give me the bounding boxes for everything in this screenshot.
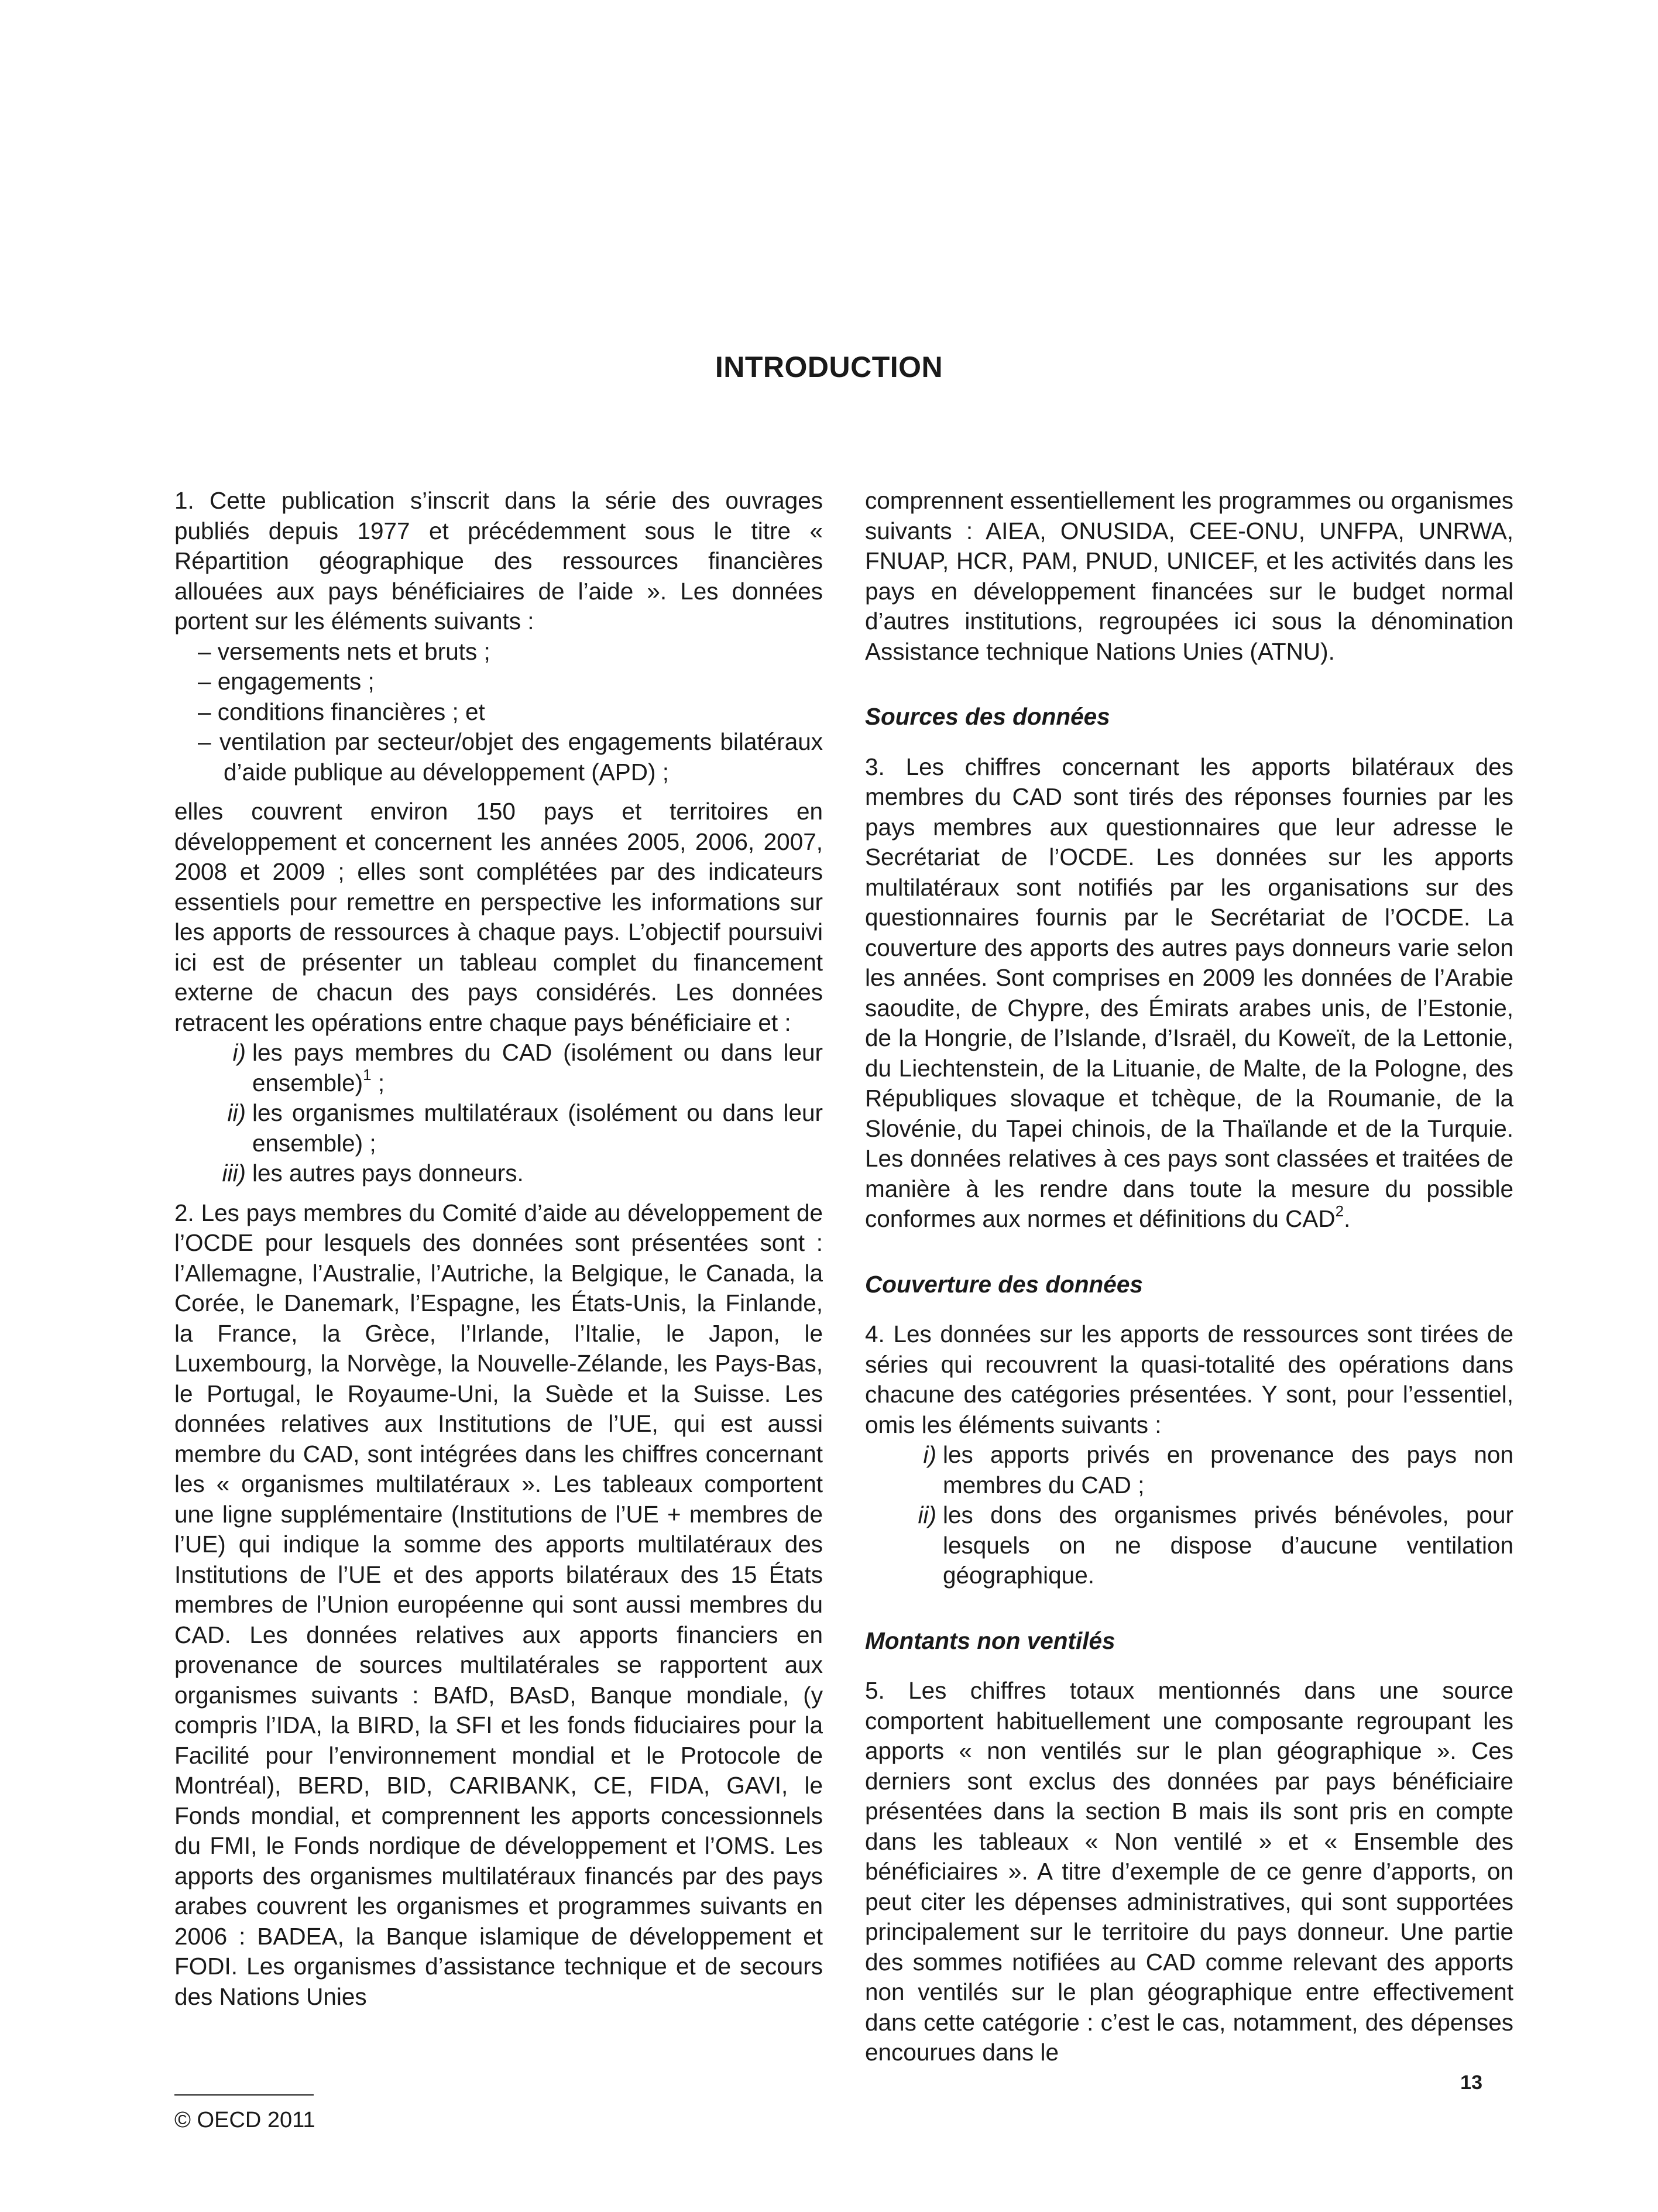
bullet-item: – ventilation par secteur/objet des engagements bilatéraux d’aide publique au développement (APD) ;	[198, 728, 823, 786]
footer-rule	[174, 2094, 314, 2096]
section-heading-montants: Montants non ventilés	[865, 1627, 1115, 1654]
paragraph-4: 4. Les données sur les apports de ressources sont tirées de séries qui recouvrent la quasi-totalité des opérations dans chacune des catégories présentées. Y sont, pour l’essentiel, omis les éléments suivants :	[865, 1321, 1513, 1438]
roman-label: i)	[232, 1039, 246, 1066]
roman-list-item: ii) les organismes multilatéraux (isolément ou dans leur ensemble) ;	[174, 1098, 823, 1158]
roman-label: i)	[923, 1441, 936, 1468]
paragraph-3: 3. Les chiffres concernant les apports bilatéraux des membres du CAD sont tirés des réponses fournies par les pays membres aux questionnaires que leur adresse le Secrétariat de l’OCDE. Les données sur les apports multilatéraux sont notifiés par les organisations sur des questionnaires fournis par le Secrétariat de l’OCDE. La couverture des apports des autres pays donneurs varie selon les années. Sont comprises en 2009 les données de l’Arabie saoudite, de Chypre, des Émirats arabes unis, de l’Estonie, de la Hongrie, de l’Islande, d’Israël, du Koweït, de la Lettonie, du Liechtenstein, de la Lituanie, de Malte, de la Pologne, des Républiques slovaque et tchèque, de la Roumanie, de la Slovénie, du Tapei chinois, de la Thaïlande et de la Turquie. Les données relatives à ces pays sont classées et traitées de manière à les rendre dans toute la mesure du possible conformes aux normes et définitions du CAD$^2$.	[865, 753, 1513, 1232]
paragraph-1: 1. Cette publication s’inscrit dans la série des ouvrages publiés depuis 1977 et précédemment sous le titre « Répartition géographique des ressources financières allouées aux pays bénéficiaires de l’aide ». Les données portent sur les éléments suivants :	[174, 487, 823, 635]
footnote-ref: 2	[1335, 1202, 1344, 1220]
roman-list-item: i) les pays membres du CAD (isolément ou dans leur ensemble)$^1$ ;	[174, 1038, 823, 1098]
left-column	[174, 486, 823, 2012]
section-heading-sources: Sources des données	[865, 703, 1110, 730]
page-number: 13	[1460, 2072, 1482, 2094]
paragraph-2-continued: comprennent essentiellement les programmes ou organismes suivants : AIEA, ONUSIDA, CEE-ONU, UNFPA, UNRWA, FNUAP, HCR, PAM, PNUD, UNICEF, et les activités dans les pays en développement financées sur le budget normal d’autres institutions, regroupées ici sous la dénomination Assistance technique Nations Unies (ATNU).	[865, 487, 1513, 665]
bullet-item: – engagements ;	[198, 668, 375, 695]
page-title: INTRODUCTION	[715, 351, 943, 383]
roman-list-item: ii) les dons des organismes privés bénévoles, pour lesquels on ne dispose d’aucune ventilation géographique.	[865, 1500, 1513, 1591]
roman-list-item: iii) les autres pays donneurs.	[174, 1158, 823, 1189]
section-heading-couverture: Couverture des données	[865, 1270, 1143, 1298]
copyright: © OECD 2011	[174, 2108, 315, 2132]
bullet-item: – conditions financières ; et	[198, 698, 485, 725]
roman-list-item: i) les apports privés en provenance des pays non membres du CAD ;	[865, 1440, 1513, 1500]
paragraph-5: 5. Les chiffres totaux mentionnés dans une source comportent habituellement une composante regroupant les apports « non ventilés sur le plan géographique ». Ces derniers sont exclus des données par pays bénéficiaire présentées dans la section B mais ils sont pris en compte dans les tableaux « Non ventilé » et « Ensemble des bénéficiaires ». A titre d’exemple de ce genre d’apports, on peut citer les dépenses administratives, qui sont supportées principalement sur le territoire du pays donneur. Une partie des sommes notifiées au CAD comme relevant des apports non ventilés sur le plan géographique entre effectivement dans cette catégorie : c’est le cas, notamment, des dépenses encourues dans le	[865, 1677, 1513, 2066]
bullet-item: – versements nets et bruts ;	[198, 637, 490, 665]
roman-label: iii)	[222, 1160, 246, 1186]
paragraph-2: 2. Les pays membres du Comité d’aide au développement de l’OCDE pour lesquels des données sont présentées sont : l’Allemagne, l’Australie, l’Autriche, la Belgique, le Canada, la Corée, le Danemark, l’Espagne, les États-Unis, la Finlande, la France, la Grèce, l’Irlande, l’Italie, le Japon, le Luxembourg, la Norvège, la Nouvelle-Zélande, les Pays-Bas, le Portugal, le Royaume-Uni, la Suède et la Suisse. Les données relatives aux Institutions de l’UE, qui est aussi membre du CAD, sont intégrées dans les chiffres concernant les « organismes multilatéraux ». Les tableaux comportent une ligne supplémentaire (Institutions de l’UE + membres de l’UE) qui indique la somme des apports multilatéraux des Institutions de l’UE et des apports bilatéraux des 15 États membres de l’Union européenne qui sont aussi membres du CAD. Les données relatives aux apports financiers en provenance de sources multilatérales se rapportent aux organismes suivants : BAfD, BAsD, Banque mondiale, (y compris l’IDA, la BIRD, la SFI et les fonds fiduciaires pour la Facilité pour l’environnement mondial et le Protocole de Montréal), BERD, BID, CARIBANK, CE, FIDA, GAVI, le Fonds mondial, et comprennent les apports concessionnels du FMI, le Fonds nordique de développement et l’OMS. Les apports des organismes multilatéraux financés par des pays arabes couvrent les organismes et programmes suivants en 2006 : BADEA, la Banque islamique de développement et FODI. Les organismes d’assistance technique et de secours des Nations Unies	[174, 1199, 823, 2010]
paragraph-1-continued: elles couvrent environ 150 pays et territoires en développement et concernent les années 2005, 2006, 2007, 2008 et 2009 ; elles sont complétées par des indicateurs essentiels pour remettre en perspective les informations sur les apports de ressources à chaque pays. L’objectif poursuivi ici est de présenter un tableau complet du financement externe de chacun des pays considérés. Les données retracent les opérations entre chaque pays bénéficiaire et :	[174, 798, 823, 1036]
roman-label: ii)	[918, 1501, 936, 1528]
footnote-ref: 1	[363, 1066, 372, 1083]
roman-label: ii)	[227, 1099, 246, 1126]
right-column	[865, 486, 1513, 2068]
